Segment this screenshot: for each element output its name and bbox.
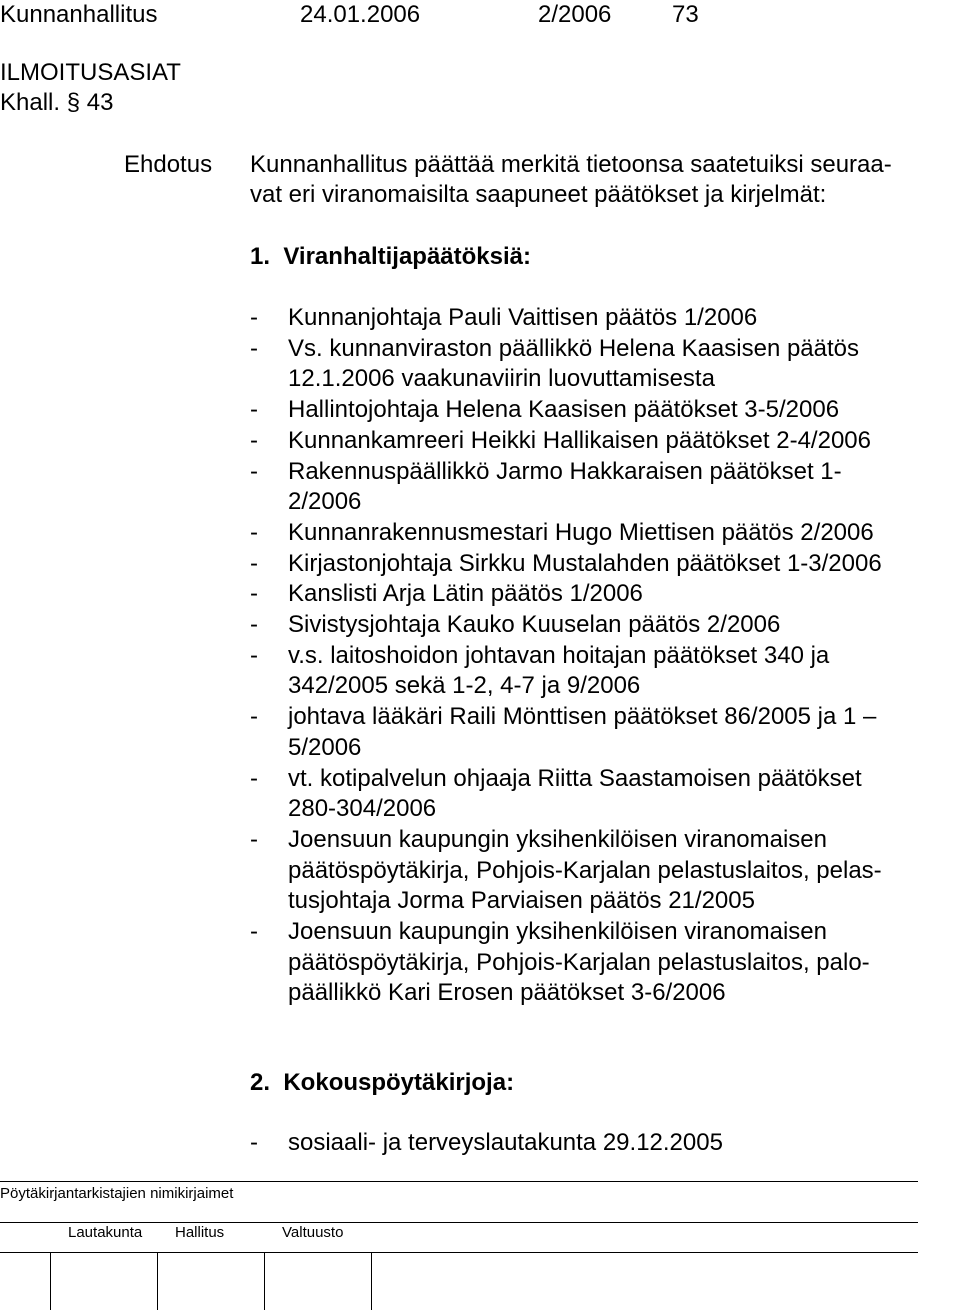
section-title: ILMOITUSASIAT bbox=[0, 59, 181, 86]
list-bullet-dash: - bbox=[250, 764, 258, 792]
list-item-line: 342/2005 sekä 1-2, 4-7 ja 9/2006 bbox=[288, 672, 641, 700]
footer-sign-box-divider bbox=[157, 1252, 158, 1310]
list-bullet-dash: - bbox=[250, 334, 258, 362]
list-item-line: Joensuun kaupungin yksihenkilöisen viranomaisen bbox=[288, 918, 828, 945]
footer-divider-rule bbox=[0, 1222, 918, 1223]
list-item-line: v.s. laitoshoidon johtavan hoitajan päätökset 340 ja bbox=[288, 641, 830, 669]
header-issue: 2/2006 bbox=[538, 1, 612, 28]
list1-heading: 1. Viranhaltijapäätöksiä: bbox=[250, 243, 532, 270]
list-item-line: vt. kotipalvelun ohjaaja Riitta Saastamoisen päätökset bbox=[288, 764, 862, 792]
footer-body-lautakunta: Lautakunta bbox=[68, 1224, 143, 1241]
footer-bottom-rule bbox=[0, 1252, 918, 1253]
footer-signatures-label: Pöytäkirjantarkistajien nimikirjaimet bbox=[0, 1185, 234, 1202]
proposal-label: Ehdotus bbox=[124, 151, 213, 178]
list-item-line: sosiaali- ja terveyslautakunta 29.12.2005 bbox=[288, 1129, 723, 1156]
list-item-line: 5/2006 bbox=[288, 733, 362, 761]
list-bullet-dash: - bbox=[250, 918, 258, 945]
footer-sign-box-divider bbox=[371, 1252, 372, 1310]
list-item-line: Kunnanjohtaja Pauli Vaittisen päätös 1/2006 bbox=[288, 304, 758, 331]
header-org: Kunnanhallitus bbox=[0, 1, 158, 28]
list-bullet-dash: - bbox=[250, 304, 258, 331]
list-item-line: johtava lääkäri Raili Mönttisen päätökset 86/2005 ja 1 – bbox=[288, 703, 877, 731]
list-item-line: Joensuun kaupungin yksihenkilöisen viranomaisen bbox=[288, 825, 828, 853]
list-bullet-dash: - bbox=[250, 1129, 258, 1156]
footer-body-valtuusto: Valtuusto bbox=[282, 1224, 344, 1241]
list-item-line: päätöspöytäkirja, Pohjois-Karjalan pelastuslaitos, pelas- bbox=[288, 856, 882, 884]
list2-heading: 2. Kokouspöytäkirjoja: bbox=[250, 1069, 515, 1096]
list-bullet-dash: - bbox=[250, 641, 258, 669]
section-ref: Khall. § 43 bbox=[0, 89, 114, 116]
list-bullet-dash: - bbox=[250, 580, 258, 608]
list-item-line: 2/2006 bbox=[288, 488, 362, 516]
list-bullet-dash: - bbox=[250, 611, 258, 638]
list-item-line: 280-304/2006 bbox=[288, 795, 437, 823]
list-item-line: Rakennuspäällikkö Jarmo Hakkaraisen päätökset 1- bbox=[288, 457, 842, 485]
list-item-line: Vs. kunnanviraston päällikkö Helena Kaasisen päätös bbox=[288, 334, 860, 362]
list-item-line: Kunnanrakennusmestari Hugo Miettisen päätös 2/2006 bbox=[288, 518, 874, 546]
proposal-text-line-2: vat eri viranomaisilta saapuneet päätökset ja kirjelmät: bbox=[250, 181, 827, 208]
header-date: 24.01.2006 bbox=[300, 1, 421, 28]
list-item-line: Hallintojohtaja Helena Kaasisen päätökset 3-5/2006 bbox=[288, 396, 840, 424]
list-bullet-dash: - bbox=[250, 703, 258, 731]
list-item-line: Kanslisti Arja Lätin päätös 1/2006 bbox=[288, 580, 643, 608]
list-bullet-dash: - bbox=[250, 549, 258, 577]
list-bullet-dash: - bbox=[250, 396, 258, 424]
footer-body-hallitus: Hallitus bbox=[175, 1224, 225, 1241]
list-bullet-dash: - bbox=[250, 825, 258, 853]
footer-sign-box-divider bbox=[50, 1252, 51, 1310]
list-item-line: Kirjastonjohtaja Sirkku Mustalahden päätökset 1-3/2006 bbox=[288, 549, 882, 577]
list-item-line: tusjohtaja Jorma Parviaisen päätös 21/2005 bbox=[288, 887, 755, 915]
header-page-number: 73 bbox=[672, 1, 699, 28]
list-item-line: Sivistysjohtaja Kauko Kuuselan päätös 2/2006 bbox=[288, 611, 781, 638]
footer-sign-box-divider bbox=[264, 1252, 265, 1310]
footer-top-rule bbox=[0, 1181, 918, 1182]
list-item-line: päätöspöytäkirja, Pohjois-Karjalan pelastuslaitos, palo- bbox=[288, 948, 870, 976]
list-bullet-dash: - bbox=[250, 457, 258, 485]
list-bullet-dash: - bbox=[250, 518, 258, 546]
list-item-line: 12.1.2006 vaakunaviirin luovuttamisesta bbox=[288, 365, 715, 393]
list-item-line: Kunnankamreeri Heikki Hallikaisen päätökset 2-4/2006 bbox=[288, 426, 871, 454]
list-bullet-dash: - bbox=[250, 426, 258, 454]
list-item-line: päällikkö Kari Erosen päätökset 3-6/2006 bbox=[288, 979, 726, 1007]
proposal-text-line-1: Kunnanhallitus päättää merkitä tietoonsa saatetuiksi seuraa- bbox=[250, 151, 892, 178]
